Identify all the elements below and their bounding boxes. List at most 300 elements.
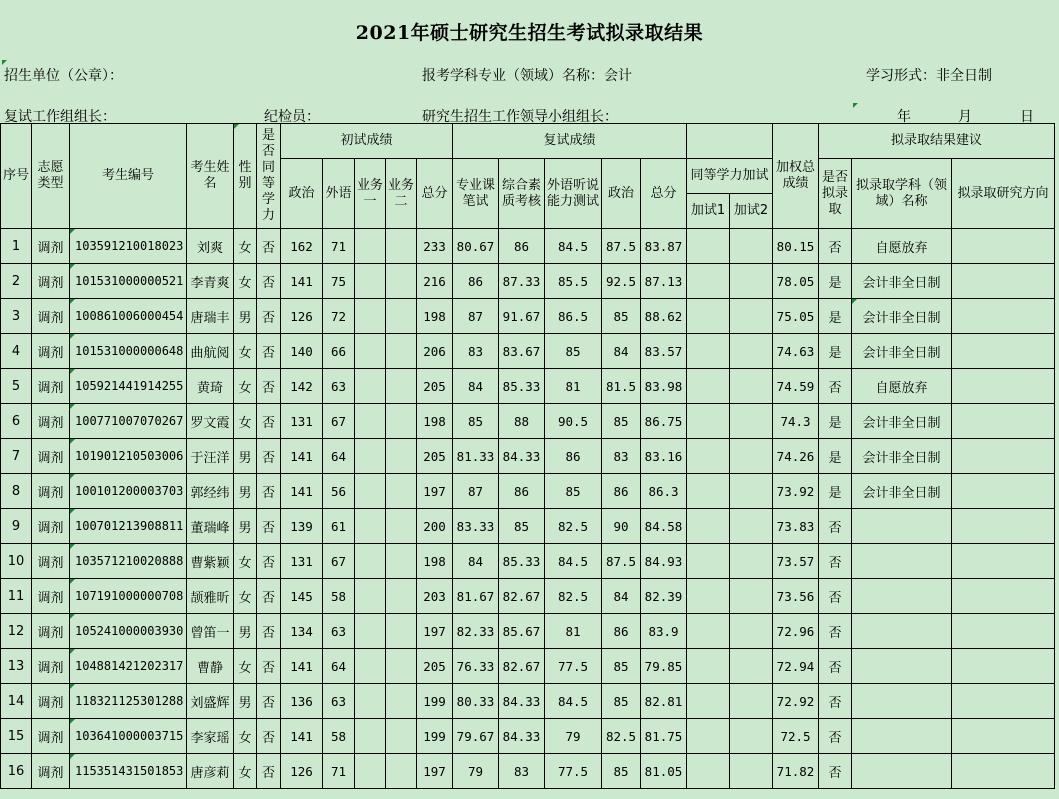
cell-type[interactable]: 调剂 <box>32 684 70 719</box>
cell-retest-politics[interactable]: 84 <box>602 579 641 614</box>
cell-extra2[interactable] <box>730 614 773 649</box>
cell-total[interactable]: 200 <box>417 509 453 544</box>
cell-quality[interactable]: 84.33 <box>499 439 545 474</box>
cell-seq[interactable]: 7 <box>1 439 32 474</box>
cell-retest-politics[interactable]: 85 <box>602 649 641 684</box>
cell-listening[interactable]: 85 <box>545 334 602 369</box>
cell-foreign[interactable]: 66 <box>323 334 355 369</box>
cell-written[interactable]: 84 <box>453 544 499 579</box>
cell-subject1[interactable] <box>355 264 386 299</box>
cell-foreign[interactable]: 75 <box>323 264 355 299</box>
cell-admitted[interactable]: 否 <box>819 544 852 579</box>
cell-equiv[interactable]: 否 <box>257 264 281 299</box>
cell-total[interactable]: 205 <box>417 439 453 474</box>
cell-suggest-direction[interactable] <box>952 404 1055 439</box>
cell-name[interactable]: 曹静 <box>187 649 234 684</box>
cell-quality[interactable]: 83 <box>499 754 545 789</box>
cell-suggest-direction[interactable] <box>952 579 1055 614</box>
cell-admitted[interactable]: 是 <box>819 299 852 334</box>
cell-subject2[interactable] <box>386 614 417 649</box>
cell-subject1[interactable] <box>355 509 386 544</box>
cell-id[interactable]: 104881421202317 <box>70 649 187 684</box>
cell-suggest-direction[interactable] <box>952 334 1055 369</box>
cell-suggest-direction[interactable] <box>952 719 1055 754</box>
cell-name[interactable]: 于汪洋 <box>187 439 234 474</box>
cell-suggest-major[interactable] <box>852 544 952 579</box>
cell-seq[interactable]: 6 <box>1 404 32 439</box>
cell-retest-total[interactable]: 82.81 <box>641 684 687 719</box>
cell-total[interactable]: 216 <box>417 264 453 299</box>
cell-politics[interactable]: 141 <box>281 649 323 684</box>
cell-extra2[interactable] <box>730 474 773 509</box>
cell-retest-total[interactable]: 86.75 <box>641 404 687 439</box>
cell-weighted[interactable]: 74.3 <box>773 404 819 439</box>
cell-seq[interactable]: 11 <box>1 579 32 614</box>
cell-politics[interactable]: 142 <box>281 369 323 404</box>
cell-written[interactable]: 79.67 <box>453 719 499 754</box>
cell-admitted[interactable]: 否 <box>819 579 852 614</box>
cell-type[interactable]: 调剂 <box>32 544 70 579</box>
cell-suggest-major[interactable] <box>852 719 952 754</box>
cell-retest-politics[interactable]: 81.5 <box>602 369 641 404</box>
cell-suggest-direction[interactable] <box>952 544 1055 579</box>
cell-subject2[interactable] <box>386 684 417 719</box>
cell-gender[interactable]: 女 <box>234 264 257 299</box>
cell-admitted[interactable]: 是 <box>819 264 852 299</box>
cell-written[interactable]: 80.33 <box>453 684 499 719</box>
cell-retest-politics[interactable]: 84 <box>602 334 641 369</box>
cell-name[interactable]: 罗文霞 <box>187 404 234 439</box>
cell-gender[interactable]: 女 <box>234 369 257 404</box>
cell-politics[interactable]: 140 <box>281 334 323 369</box>
cell-quality[interactable]: 84.33 <box>499 684 545 719</box>
cell-quality[interactable]: 91.67 <box>499 299 545 334</box>
cell-retest-total[interactable]: 86.3 <box>641 474 687 509</box>
cell-extra2[interactable] <box>730 684 773 719</box>
cell-extra1[interactable] <box>687 649 730 684</box>
cell-total[interactable]: 205 <box>417 369 453 404</box>
cell-retest-politics[interactable]: 83 <box>602 439 641 474</box>
cell-subject2[interactable] <box>386 544 417 579</box>
cell-retest-total[interactable]: 82.39 <box>641 579 687 614</box>
cell-foreign[interactable]: 71 <box>323 229 355 264</box>
cell-extra2[interactable] <box>730 579 773 614</box>
cell-total[interactable]: 203 <box>417 579 453 614</box>
cell-subject2[interactable] <box>386 299 417 334</box>
cell-type[interactable]: 调剂 <box>32 439 70 474</box>
cell-listening[interactable]: 82.5 <box>545 509 602 544</box>
cell-foreign[interactable]: 63 <box>323 369 355 404</box>
cell-weighted[interactable]: 74.59 <box>773 369 819 404</box>
cell-id[interactable]: 103591210018023 <box>70 229 187 264</box>
cell-weighted[interactable]: 73.56 <box>773 579 819 614</box>
cell-foreign[interactable]: 61 <box>323 509 355 544</box>
cell-retest-politics[interactable]: 85 <box>602 684 641 719</box>
cell-suggest-major[interactable] <box>852 649 952 684</box>
cell-gender[interactable]: 女 <box>234 579 257 614</box>
cell-total[interactable]: 197 <box>417 474 453 509</box>
cell-suggest-major[interactable]: 会计非全日制 <box>852 439 952 474</box>
cell-subject1[interactable] <box>355 754 386 789</box>
cell-listening[interactable]: 77.5 <box>545 754 602 789</box>
cell-suggest-direction[interactable] <box>952 614 1055 649</box>
cell-seq[interactable]: 13 <box>1 649 32 684</box>
cell-written[interactable]: 83 <box>453 334 499 369</box>
cell-type[interactable]: 调剂 <box>32 509 70 544</box>
cell-extra2[interactable] <box>730 264 773 299</box>
cell-suggest-direction[interactable] <box>952 754 1055 789</box>
cell-retest-total[interactable]: 83.87 <box>641 229 687 264</box>
cell-type[interactable]: 调剂 <box>32 649 70 684</box>
cell-politics[interactable]: 141 <box>281 439 323 474</box>
cell-suggest-direction[interactable] <box>952 509 1055 544</box>
cell-retest-politics[interactable]: 87.5 <box>602 544 641 579</box>
cell-extra2[interactable] <box>730 404 773 439</box>
cell-politics[interactable]: 134 <box>281 614 323 649</box>
cell-admitted[interactable]: 否 <box>819 229 852 264</box>
cell-equiv[interactable]: 否 <box>257 299 281 334</box>
cell-admitted[interactable]: 否 <box>819 684 852 719</box>
cell-extra1[interactable] <box>687 544 730 579</box>
cell-retest-total[interactable]: 88.62 <box>641 299 687 334</box>
cell-name[interactable]: 李家瑶 <box>187 719 234 754</box>
cell-extra2[interactable] <box>730 544 773 579</box>
cell-written[interactable]: 79 <box>453 754 499 789</box>
cell-foreign[interactable]: 67 <box>323 544 355 579</box>
cell-foreign[interactable]: 67 <box>323 404 355 439</box>
cell-listening[interactable]: 77.5 <box>545 649 602 684</box>
cell-politics[interactable]: 131 <box>281 544 323 579</box>
cell-retest-total[interactable]: 81.75 <box>641 719 687 754</box>
cell-id[interactable]: 115351431501853 <box>70 754 187 789</box>
cell-listening[interactable]: 84.5 <box>545 229 602 264</box>
cell-written[interactable]: 87 <box>453 474 499 509</box>
cell-subject2[interactable] <box>386 509 417 544</box>
cell-extra2[interactable] <box>730 719 773 754</box>
cell-written[interactable]: 81.33 <box>453 439 499 474</box>
cell-retest-total[interactable]: 83.98 <box>641 369 687 404</box>
cell-suggest-direction[interactable] <box>952 369 1055 404</box>
cell-type[interactable]: 调剂 <box>32 579 70 614</box>
cell-total[interactable]: 205 <box>417 649 453 684</box>
cell-politics[interactable]: 141 <box>281 264 323 299</box>
cell-written[interactable]: 81.67 <box>453 579 499 614</box>
cell-foreign[interactable]: 63 <box>323 614 355 649</box>
cell-retest-politics[interactable]: 85 <box>602 299 641 334</box>
cell-equiv[interactable]: 否 <box>257 544 281 579</box>
cell-extra2[interactable] <box>730 334 773 369</box>
cell-written[interactable]: 76.33 <box>453 649 499 684</box>
cell-weighted[interactable]: 80.15 <box>773 229 819 264</box>
cell-extra1[interactable] <box>687 404 730 439</box>
cell-subject2[interactable] <box>386 439 417 474</box>
cell-seq[interactable]: 2 <box>1 264 32 299</box>
cell-gender[interactable]: 女 <box>234 544 257 579</box>
cell-suggest-major[interactable]: 会计非全日制 <box>852 474 952 509</box>
cell-foreign[interactable]: 63 <box>323 684 355 719</box>
cell-admitted[interactable]: 是 <box>819 404 852 439</box>
cell-name[interactable]: 颉雅昕 <box>187 579 234 614</box>
cell-name[interactable]: 李青爽 <box>187 264 234 299</box>
cell-name[interactable]: 曹紫颖 <box>187 544 234 579</box>
cell-name[interactable]: 刘盛辉 <box>187 684 234 719</box>
cell-politics[interactable]: 131 <box>281 404 323 439</box>
cell-listening[interactable]: 86 <box>545 439 602 474</box>
cell-suggest-direction[interactable] <box>952 649 1055 684</box>
cell-suggest-major[interactable]: 会计非全日制 <box>852 334 952 369</box>
cell-id[interactable]: 101531000000521 <box>70 264 187 299</box>
cell-subject1[interactable] <box>355 579 386 614</box>
cell-listening[interactable]: 82.5 <box>545 579 602 614</box>
cell-quality[interactable]: 86 <box>499 474 545 509</box>
cell-equiv[interactable]: 否 <box>257 649 281 684</box>
cell-extra2[interactable] <box>730 649 773 684</box>
cell-type[interactable]: 调剂 <box>32 719 70 754</box>
cell-suggest-direction[interactable] <box>952 474 1055 509</box>
cell-seq[interactable]: 12 <box>1 614 32 649</box>
cell-name[interactable]: 董瑞峰 <box>187 509 234 544</box>
cell-retest-politics[interactable]: 85 <box>602 754 641 789</box>
cell-listening[interactable]: 85 <box>545 474 602 509</box>
cell-foreign[interactable]: 64 <box>323 649 355 684</box>
cell-gender[interactable]: 女 <box>234 334 257 369</box>
cell-quality[interactable]: 84.33 <box>499 719 545 754</box>
cell-extra1[interactable] <box>687 579 730 614</box>
cell-extra1[interactable] <box>687 264 730 299</box>
cell-equiv[interactable]: 否 <box>257 369 281 404</box>
cell-total[interactable]: 199 <box>417 684 453 719</box>
cell-admitted[interactable]: 是 <box>819 474 852 509</box>
cell-admitted[interactable]: 否 <box>819 754 852 789</box>
cell-subject1[interactable] <box>355 439 386 474</box>
cell-politics[interactable]: 126 <box>281 299 323 334</box>
cell-politics[interactable]: 139 <box>281 509 323 544</box>
cell-extra1[interactable] <box>687 439 730 474</box>
cell-name[interactable]: 唐瑞丰 <box>187 299 234 334</box>
cell-gender[interactable]: 男 <box>234 439 257 474</box>
cell-equiv[interactable]: 否 <box>257 754 281 789</box>
cell-id[interactable]: 107191000000708 <box>70 579 187 614</box>
cell-politics[interactable]: 145 <box>281 579 323 614</box>
cell-seq[interactable]: 8 <box>1 474 32 509</box>
cell-subject1[interactable] <box>355 229 386 264</box>
cell-quality[interactable]: 88 <box>499 404 545 439</box>
cell-id[interactable]: 103571210020888 <box>70 544 187 579</box>
cell-quality[interactable]: 82.67 <box>499 579 545 614</box>
cell-suggest-major[interactable]: 会计非全日制 <box>852 299 952 334</box>
cell-subject1[interactable] <box>355 299 386 334</box>
cell-id[interactable]: 101531000000648 <box>70 334 187 369</box>
cell-weighted[interactable]: 71.82 <box>773 754 819 789</box>
cell-extra1[interactable] <box>687 684 730 719</box>
cell-total[interactable]: 199 <box>417 719 453 754</box>
cell-foreign[interactable]: 58 <box>323 579 355 614</box>
cell-id[interactable]: 100771007070267 <box>70 404 187 439</box>
cell-subject2[interactable] <box>386 754 417 789</box>
cell-gender[interactable]: 男 <box>234 614 257 649</box>
cell-type[interactable]: 调剂 <box>32 404 70 439</box>
cell-total[interactable]: 198 <box>417 544 453 579</box>
cell-total[interactable]: 197 <box>417 754 453 789</box>
cell-seq[interactable]: 5 <box>1 369 32 404</box>
cell-id[interactable]: 101901210503006 <box>70 439 187 474</box>
cell-admitted[interactable]: 否 <box>819 509 852 544</box>
cell-suggest-major[interactable]: 自愿放弃 <box>852 369 952 404</box>
cell-foreign[interactable]: 72 <box>323 299 355 334</box>
cell-admitted[interactable]: 否 <box>819 614 852 649</box>
cell-subject1[interactable] <box>355 649 386 684</box>
cell-extra1[interactable] <box>687 369 730 404</box>
cell-equiv[interactable]: 否 <box>257 614 281 649</box>
cell-gender[interactable]: 女 <box>234 404 257 439</box>
cell-weighted[interactable]: 73.57 <box>773 544 819 579</box>
cell-extra2[interactable] <box>730 509 773 544</box>
cell-equiv[interactable]: 否 <box>257 404 281 439</box>
cell-extra1[interactable] <box>687 509 730 544</box>
cell-id[interactable]: 100861006000454 <box>70 299 187 334</box>
cell-foreign[interactable]: 64 <box>323 439 355 474</box>
cell-politics[interactable]: 136 <box>281 684 323 719</box>
cell-type[interactable]: 调剂 <box>32 334 70 369</box>
cell-listening[interactable]: 90.5 <box>545 404 602 439</box>
cell-admitted[interactable]: 是 <box>819 439 852 474</box>
cell-subject2[interactable] <box>386 404 417 439</box>
cell-retest-total[interactable]: 83.9 <box>641 614 687 649</box>
cell-gender[interactable]: 女 <box>234 649 257 684</box>
cell-listening[interactable]: 81 <box>545 614 602 649</box>
cell-extra1[interactable] <box>687 334 730 369</box>
cell-suggest-major[interactable] <box>852 684 952 719</box>
cell-type[interactable]: 调剂 <box>32 299 70 334</box>
cell-retest-politics[interactable]: 85 <box>602 404 641 439</box>
cell-admitted[interactable]: 是 <box>819 334 852 369</box>
cell-subject2[interactable] <box>386 334 417 369</box>
cell-id[interactable]: 118321125301288 <box>70 684 187 719</box>
cell-weighted[interactable]: 75.05 <box>773 299 819 334</box>
cell-equiv[interactable]: 否 <box>257 334 281 369</box>
cell-weighted[interactable]: 72.94 <box>773 649 819 684</box>
cell-weighted[interactable]: 74.63 <box>773 334 819 369</box>
cell-suggest-major[interactable] <box>852 614 952 649</box>
cell-id[interactable]: 105921441914255 <box>70 369 187 404</box>
cell-gender[interactable]: 男 <box>234 474 257 509</box>
cell-written[interactable]: 85 <box>453 404 499 439</box>
cell-suggest-major[interactable]: 会计非全日制 <box>852 264 952 299</box>
cell-gender[interactable]: 男 <box>234 684 257 719</box>
cell-name[interactable]: 刘爽 <box>187 229 234 264</box>
cell-foreign[interactable]: 71 <box>323 754 355 789</box>
cell-seq[interactable]: 4 <box>1 334 32 369</box>
cell-subject1[interactable] <box>355 544 386 579</box>
cell-gender[interactable]: 女 <box>234 229 257 264</box>
cell-quality[interactable]: 85.67 <box>499 614 545 649</box>
cell-subject2[interactable] <box>386 369 417 404</box>
cell-weighted[interactable]: 73.92 <box>773 474 819 509</box>
cell-extra2[interactable] <box>730 754 773 789</box>
cell-weighted[interactable]: 78.05 <box>773 264 819 299</box>
cell-subject2[interactable] <box>386 474 417 509</box>
cell-admitted[interactable]: 否 <box>819 369 852 404</box>
cell-seq[interactable]: 1 <box>1 229 32 264</box>
cell-retest-politics[interactable]: 87.5 <box>602 229 641 264</box>
cell-extra2[interactable] <box>730 229 773 264</box>
cell-subject1[interactable] <box>355 684 386 719</box>
cell-retest-total[interactable]: 83.57 <box>641 334 687 369</box>
cell-total[interactable]: 198 <box>417 404 453 439</box>
cell-seq[interactable]: 10 <box>1 544 32 579</box>
cell-seq[interactable]: 14 <box>1 684 32 719</box>
cell-retest-total[interactable]: 83.16 <box>641 439 687 474</box>
cell-type[interactable]: 调剂 <box>32 754 70 789</box>
cell-retest-politics[interactable]: 90 <box>602 509 641 544</box>
cell-admitted[interactable]: 否 <box>819 649 852 684</box>
cell-seq[interactable]: 16 <box>1 754 32 789</box>
cell-suggest-major[interactable] <box>852 509 952 544</box>
cell-foreign[interactable]: 58 <box>323 719 355 754</box>
cell-admitted[interactable]: 否 <box>819 719 852 754</box>
cell-subject1[interactable] <box>355 474 386 509</box>
cell-id[interactable]: 105241000003930 <box>70 614 187 649</box>
cell-equiv[interactable]: 否 <box>257 684 281 719</box>
cell-quality[interactable]: 86 <box>499 229 545 264</box>
cell-extra2[interactable] <box>730 439 773 474</box>
cell-retest-total[interactable]: 81.05 <box>641 754 687 789</box>
cell-type[interactable]: 调剂 <box>32 474 70 509</box>
cell-name[interactable]: 曲航阅 <box>187 334 234 369</box>
cell-subject2[interactable] <box>386 264 417 299</box>
cell-subject1[interactable] <box>355 614 386 649</box>
cell-listening[interactable]: 79 <box>545 719 602 754</box>
cell-retest-politics[interactable]: 82.5 <box>602 719 641 754</box>
cell-retest-politics[interactable]: 92.5 <box>602 264 641 299</box>
cell-id[interactable]: 100101200003703 <box>70 474 187 509</box>
cell-retest-total[interactable]: 84.93 <box>641 544 687 579</box>
cell-type[interactable]: 调剂 <box>32 614 70 649</box>
cell-listening[interactable]: 81 <box>545 369 602 404</box>
cell-subject2[interactable] <box>386 719 417 754</box>
cell-suggest-major[interactable]: 会计非全日制 <box>852 404 952 439</box>
cell-listening[interactable]: 84.5 <box>545 544 602 579</box>
cell-id[interactable]: 100701213908811 <box>70 509 187 544</box>
cell-seq[interactable]: 9 <box>1 509 32 544</box>
cell-suggest-major[interactable] <box>852 579 952 614</box>
cell-politics[interactable]: 162 <box>281 229 323 264</box>
cell-weighted[interactable]: 72.5 <box>773 719 819 754</box>
cell-name[interactable]: 郭经纬 <box>187 474 234 509</box>
cell-suggest-direction[interactable] <box>952 264 1055 299</box>
cell-subject1[interactable] <box>355 719 386 754</box>
cell-quality[interactable]: 82.67 <box>499 649 545 684</box>
cell-quality[interactable]: 83.67 <box>499 334 545 369</box>
cell-subject1[interactable] <box>355 334 386 369</box>
cell-name[interactable]: 唐彦莉 <box>187 754 234 789</box>
cell-equiv[interactable]: 否 <box>257 719 281 754</box>
cell-written[interactable]: 80.67 <box>453 229 499 264</box>
cell-type[interactable]: 调剂 <box>32 229 70 264</box>
cell-retest-politics[interactable]: 86 <box>602 614 641 649</box>
cell-weighted[interactable]: 74.26 <box>773 439 819 474</box>
cell-written[interactable]: 86 <box>453 264 499 299</box>
cell-equiv[interactable]: 否 <box>257 474 281 509</box>
cell-politics[interactable]: 141 <box>281 474 323 509</box>
cell-suggest-major[interactable] <box>852 754 952 789</box>
cell-extra1[interactable] <box>687 719 730 754</box>
cell-quality[interactable]: 85.33 <box>499 369 545 404</box>
cell-written[interactable]: 84 <box>453 369 499 404</box>
cell-equiv[interactable]: 否 <box>257 509 281 544</box>
cell-suggest-direction[interactable] <box>952 299 1055 334</box>
cell-weighted[interactable]: 72.96 <box>773 614 819 649</box>
